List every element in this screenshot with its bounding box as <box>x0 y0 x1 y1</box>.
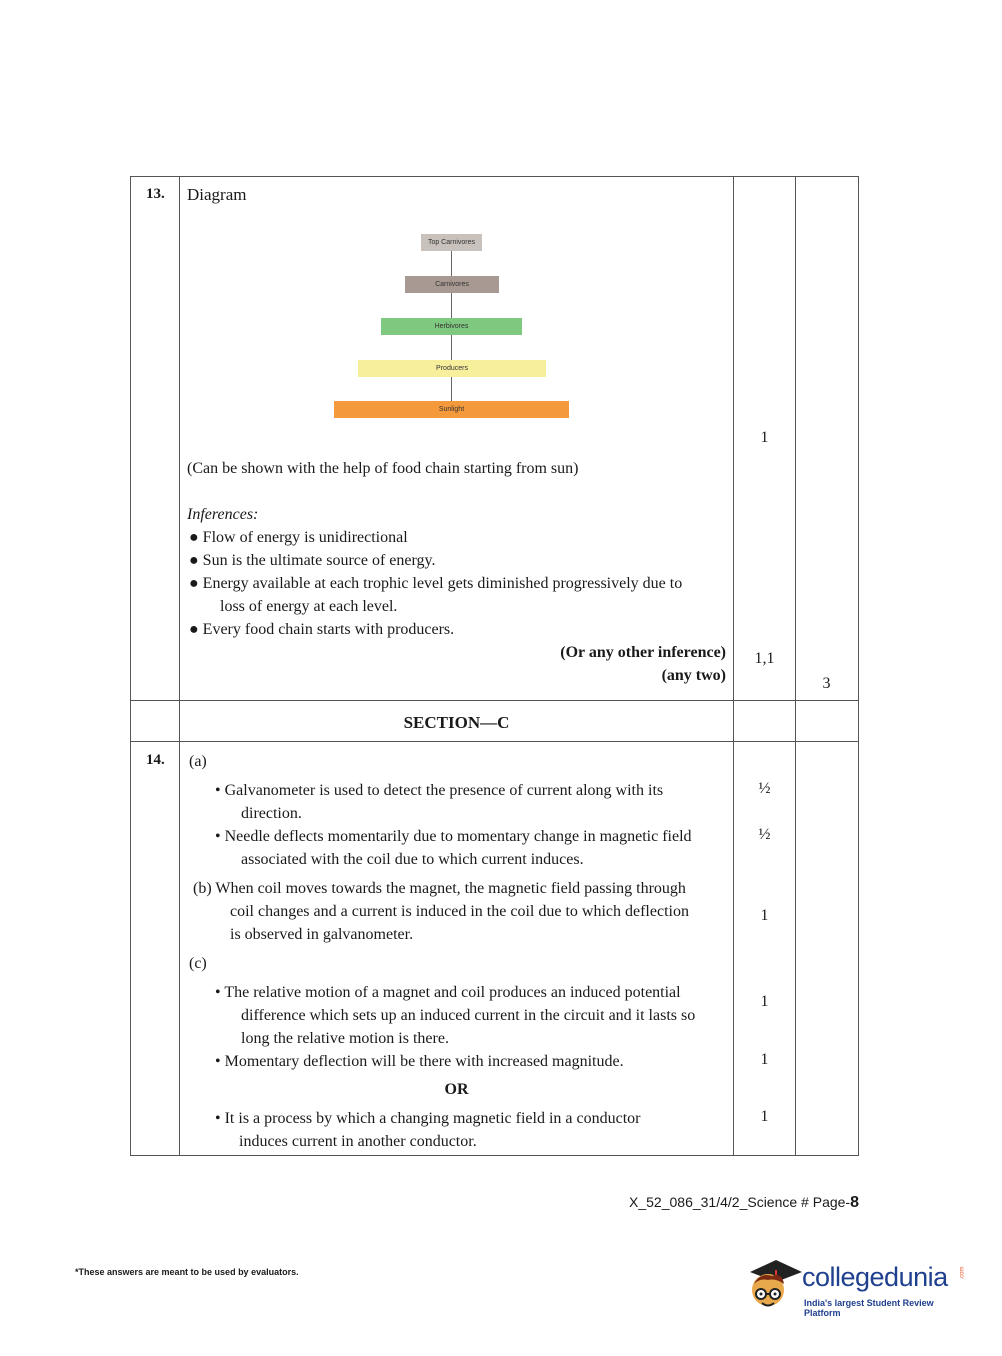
logo-com: .com <box>959 1266 966 1280</box>
pyramid-level-herbivores: Herbivores <box>381 318 522 335</box>
marks-b: 1 <box>760 907 769 924</box>
diagram-heading: Diagram <box>187 185 247 204</box>
answer-line: induces current in another conductor. <box>239 1133 477 1150</box>
row-divider-2 <box>130 741 859 742</box>
pyramid-level-top-carnivores: Top Carnivores <box>421 234 482 251</box>
total-marks: 3 <box>822 675 831 692</box>
pyramid-level-sunlight: Sunlight <box>334 401 569 418</box>
marks-inferences: 1,1 <box>754 650 775 667</box>
answer-table <box>130 176 859 1156</box>
logo-wordmark: collegedunia <box>802 1262 948 1292</box>
collegedunia-logo <box>742 1248 972 1318</box>
evaluator-note: *These answers are meant to be used by evaluators. <box>75 1267 299 1277</box>
inference-item: ● Sun is the ultimate source of energy. <box>189 552 436 569</box>
answer-line: • It is a process by which a changing magnetic field in a conductor <box>215 1110 641 1127</box>
arrow-up <box>451 251 452 276</box>
pyramid-level-carnivores: Carnivores <box>405 276 499 293</box>
question-number: 13. <box>146 186 165 202</box>
marks-c1: 1 <box>760 993 769 1010</box>
answer-line: • Galvanometer is used to detect the presence of current along with its <box>215 782 664 799</box>
col-divider-1 <box>179 176 180 1156</box>
arrow-up <box>451 335 452 360</box>
table-border-bottom <box>130 1155 859 1156</box>
row-divider-1 <box>130 700 859 701</box>
answer-line: • The relative motion of a magnet and coil produces an induced potential <box>215 984 681 1001</box>
table-border-top <box>130 176 859 177</box>
inferences-heading: Inferences: <box>187 506 259 523</box>
marks-c3: 1 <box>760 1108 769 1125</box>
inference-item-continued: loss of energy at each level. <box>220 598 398 615</box>
answer-line: is observed in galvanometer. <box>230 926 414 943</box>
page-footer-code <box>629 1194 859 1212</box>
marks-diagram: 1 <box>760 429 769 446</box>
page-code-text: X_52_086_31/4/2_Science # Page- <box>629 1194 851 1210</box>
table-border-right <box>858 176 859 1156</box>
arrow-up <box>451 293 452 318</box>
question-number: 14. <box>146 752 165 768</box>
mascot-icon <box>742 1248 804 1318</box>
pyramid-level-producers: Producers <box>358 360 546 377</box>
answer-line: direction. <box>241 805 302 822</box>
answer-line: difference which sets up an induced current in the circuit and it lasts so <box>241 1007 696 1024</box>
answer-line: • Needle deflects momentarily due to momentary change in magnetic field <box>215 828 692 845</box>
part-label-c: (c) <box>189 955 207 972</box>
or-divider: OR <box>444 1081 469 1098</box>
arrow-up <box>451 377 452 401</box>
table-border-left <box>130 176 131 1156</box>
marks-a1: ½ <box>758 780 771 797</box>
inference-item: ● Flow of energy is unidirectional <box>189 529 408 546</box>
any-two-note: (any two) <box>661 667 726 684</box>
answer-line: (b) When coil moves towards the magnet, the magnetic field passing through <box>193 880 686 897</box>
inference-item: ● Energy available at each trophic level gets diminished progressively due to <box>189 575 683 592</box>
answer-line: • Momentary deflection will be there with increased magnitude. <box>215 1053 624 1070</box>
col-divider-3 <box>795 176 796 1156</box>
marks-a2: ½ <box>758 826 771 843</box>
logo-tagline: India's largest Student Review Platform <box>804 1298 934 1318</box>
inference-item: ● Every food chain starts with producers. <box>189 621 455 638</box>
section-heading: SECTION—C <box>403 713 510 732</box>
part-label-a: (a) <box>189 753 207 770</box>
diagram-caption: (Can be shown with the help of food chain starting from sun) <box>187 460 579 477</box>
answer-line: long the relative motion is there. <box>241 1030 449 1047</box>
answer-line: coil changes and a current is induced in the coil due to which deflection <box>230 903 689 920</box>
page-number: 8 <box>850 1194 859 1211</box>
answer-line: associated with the coil due to which current induces. <box>241 851 584 868</box>
alternate-inference-note: (Or any other inference) <box>560 644 726 661</box>
marks-c2: 1 <box>760 1051 769 1068</box>
